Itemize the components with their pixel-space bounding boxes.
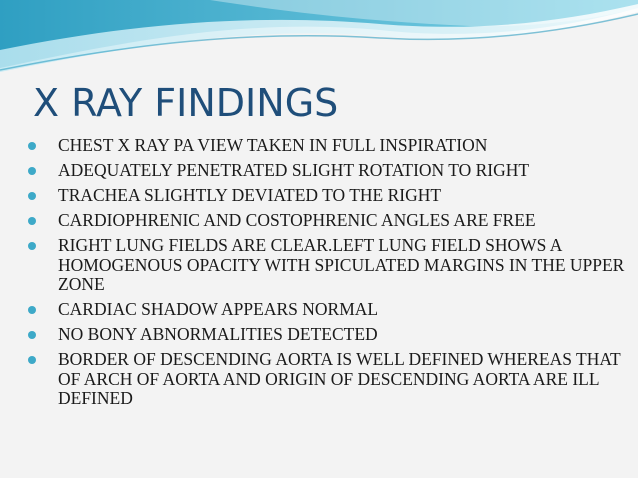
bullet-text: ADEQUATELY PENETRATED SLIGHT ROTATION TO RIGHT bbox=[58, 160, 530, 180]
bullet-icon bbox=[28, 331, 36, 339]
list-item bbox=[28, 300, 628, 320]
bullet-list bbox=[28, 136, 628, 414]
bullet-text: NO BONY ABNORMALITIES DETECTED bbox=[58, 324, 378, 344]
bullet-text: CARDIOPHRENIC AND COSTOPHRENIC ANGLES ARE FREE bbox=[58, 210, 536, 230]
bullet-icon bbox=[28, 142, 36, 150]
bullet-text: BORDER OF DESCENDING AORTA IS WELL DEFINED WHEREAS THAT OF ARCH OF AORTA AND ORIGIN OF DESCENDING AORTA ARE ILL DEFINED bbox=[58, 349, 621, 408]
bullet-icon bbox=[28, 306, 36, 314]
list-item bbox=[28, 186, 628, 206]
bullet-icon bbox=[28, 217, 36, 225]
bullet-text: CHEST X RAY PA VIEW TAKEN IN FULL INSPIRATION bbox=[58, 135, 488, 155]
list-item bbox=[28, 350, 628, 409]
bullet-icon bbox=[28, 192, 36, 200]
list-item bbox=[28, 136, 628, 156]
bullet-text: TRACHEA SLIGHTLY DEVIATED TO THE RIGHT bbox=[58, 185, 442, 205]
list-item bbox=[28, 236, 628, 295]
list-item bbox=[28, 211, 628, 231]
bullet-text: CARDIAC SHADOW APPEARS NORMAL bbox=[58, 299, 379, 319]
bullet-icon bbox=[28, 167, 36, 175]
list-item bbox=[28, 161, 628, 181]
bullet-icon bbox=[28, 242, 36, 250]
header-wave-decoration bbox=[0, 0, 638, 80]
list-item bbox=[28, 325, 628, 345]
bullet-text: RIGHT LUNG FIELDS ARE CLEAR.LEFT LUNG FIELD SHOWS A HOMOGENOUS OPACITY WITH SPICULATED MARGINS IN THE UPPER ZONE bbox=[58, 235, 625, 294]
slide-title: X RAY FINDINGS bbox=[33, 81, 339, 125]
bullet-icon bbox=[28, 356, 36, 364]
